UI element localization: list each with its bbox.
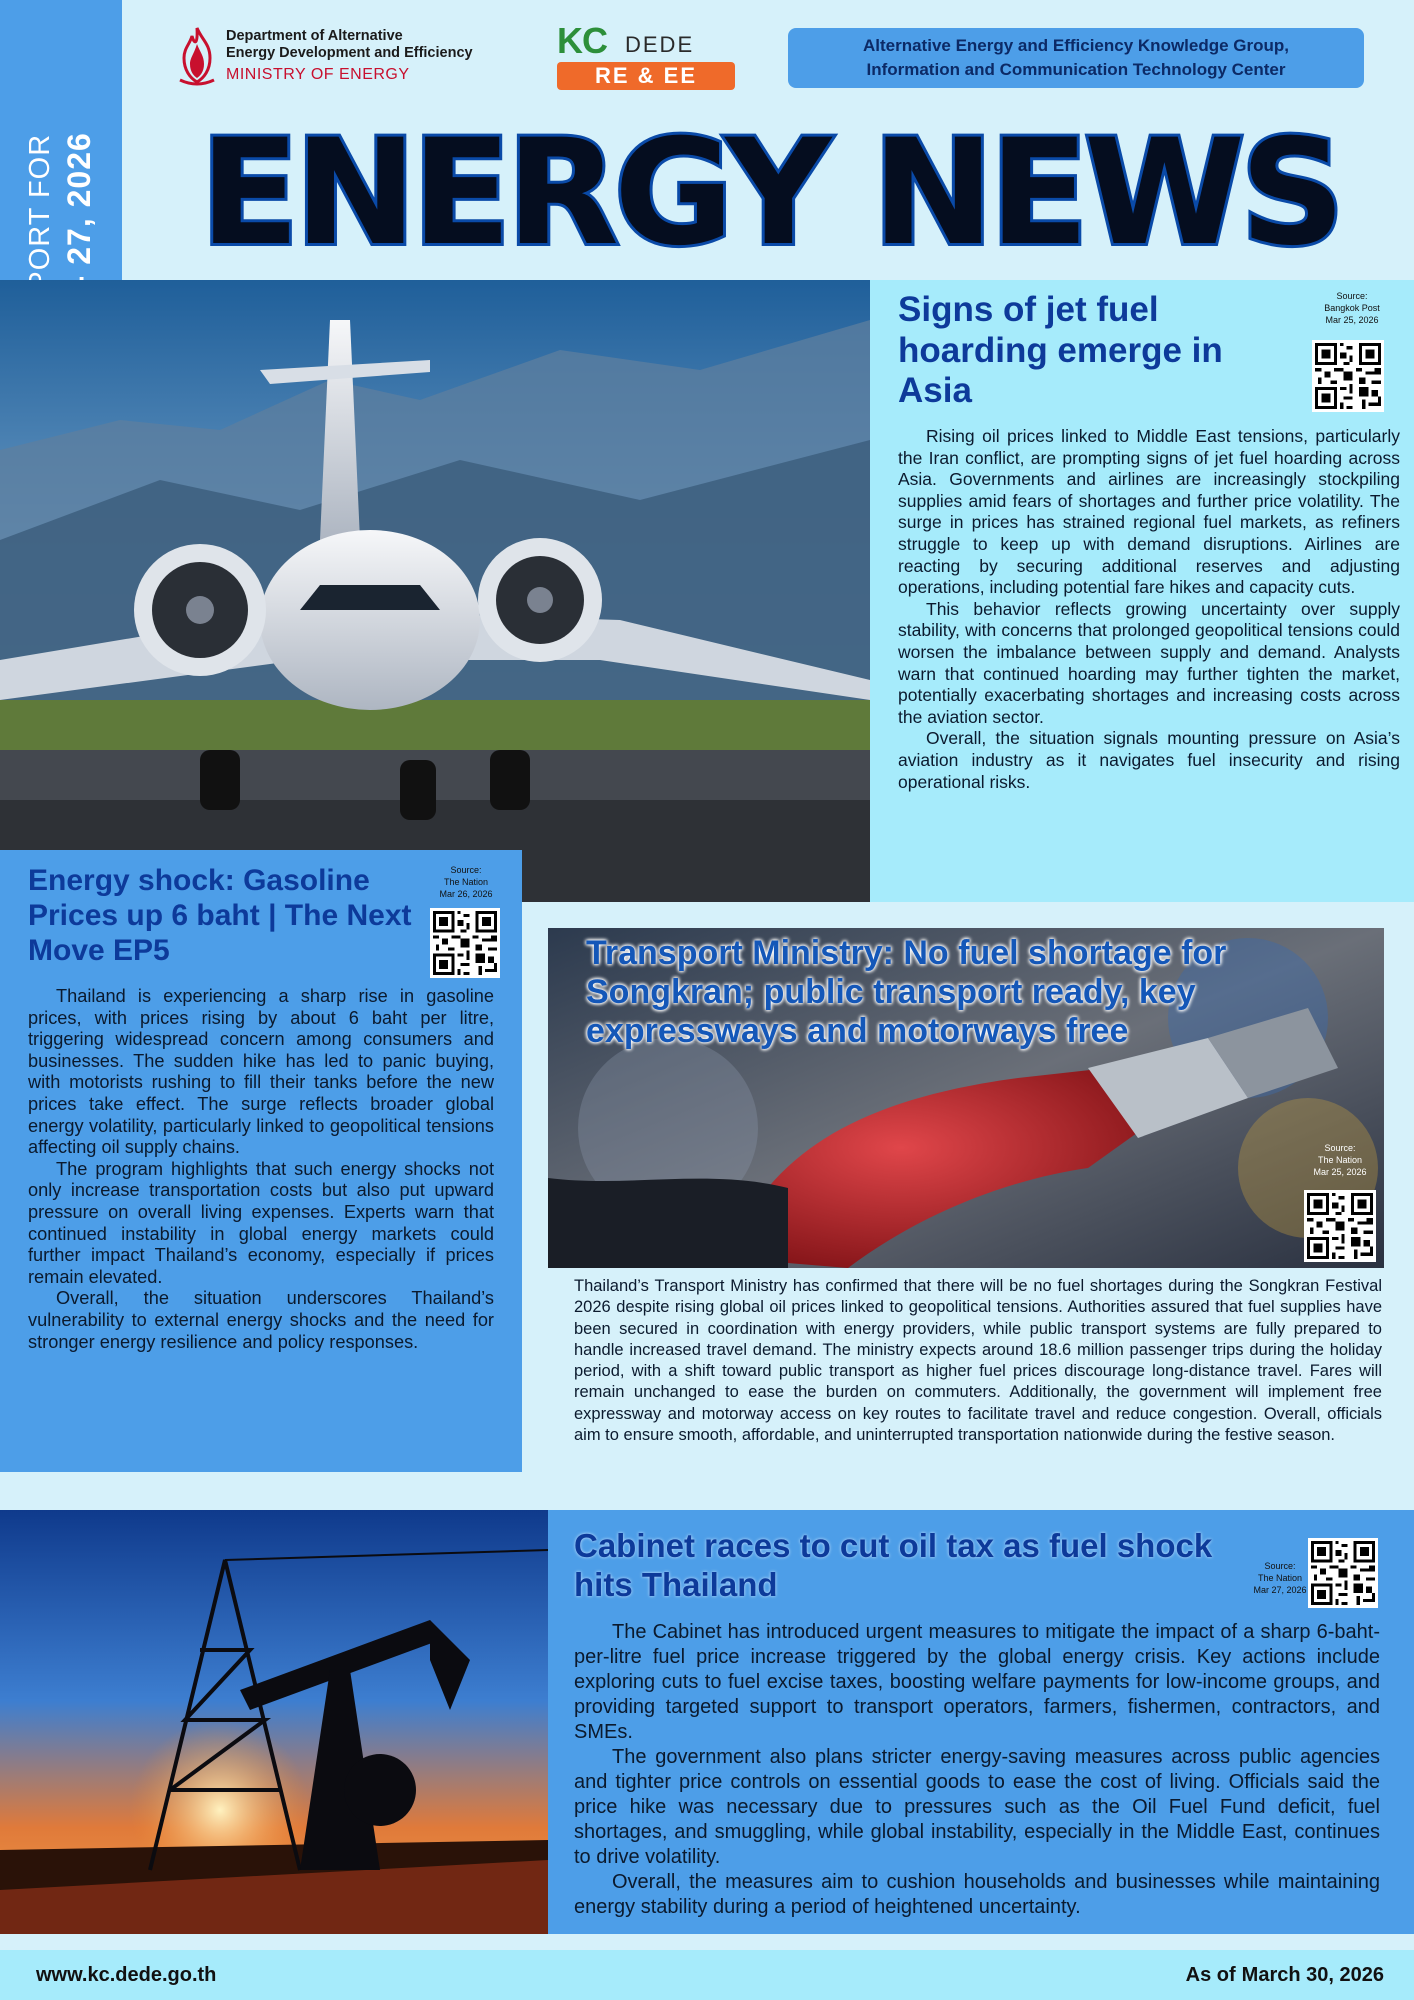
article-jet-fuel-body bbox=[898, 426, 1400, 793]
article-paragraph: Overall, the situation signals mounting pressure on Asia’s aviation industry as it navigates fuel insecurity and rising operational risks. bbox=[898, 728, 1400, 792]
article-cabinet-body bbox=[574, 1620, 1380, 1920]
qr-code-icon[interactable] bbox=[1308, 1538, 1378, 1608]
website-link[interactable]: www.kc.dede.go.th bbox=[36, 1964, 217, 1986]
article-paragraph: Overall, the situation underscores Thailand’s vulnerability to external energy shocks and the need for stronger energy resilience and policy responses. bbox=[28, 1288, 494, 1352]
article-paragraph: Thailand is experiencing a sharp rise in gasoline prices, with prices rising by about 6 baht per litre, triggering widespread concern among consumers and businesses. The sudden hike has led to panic buying, with motorists rushing to fill their tanks before the new prices take effect. The surge reflects broader global energy volatility, particularly linked to geopolitical tensions affecting oil supply chains. bbox=[28, 986, 494, 1158]
source-date: Mar 25, 2026 bbox=[1325, 315, 1379, 325]
re-ee-badge: RE & EE bbox=[557, 62, 735, 90]
source-date: Mar 27, 2026 bbox=[1253, 1585, 1307, 1595]
group-badge-line2: Information and Communication Technology Center bbox=[866, 60, 1286, 79]
article-paragraph: The program highlights that such energy shocks not only increase transportation costs but also put upward pressure on overall living expenses. Experts warn that continued instability in global energy markets could further impact Thailand’s economy, especially if prices remain elevated. bbox=[28, 1158, 494, 1287]
article-jet-fuel-source bbox=[1302, 290, 1402, 326]
source-date: Mar 26, 2026 bbox=[439, 889, 493, 899]
article-jet-fuel-headline: Signs of jet fuel hoarding emerge in Asia bbox=[898, 290, 1223, 411]
footer bbox=[0, 1950, 1414, 2000]
source-name: The Nation bbox=[1317, 1155, 1363, 1165]
flame-logo-icon bbox=[176, 26, 218, 86]
article-paragraph: Rising oil prices linked to Middle East tensions, particularly the Iran conflict, are prompting signs of jet fuel hoarding across Asia. Governments and airlines are increasingly stockpiling supplies amid fears of shortages and further price volatility. The surge in prices has strained regional fuel markets, as refiners struggle to keep up with demand disruptions. Airlines are reacting by securing additional reserves and adjusting operations, including potential fare hikes and capacity cuts. bbox=[898, 426, 1400, 598]
as-of-date bbox=[1180, 1964, 1384, 1987]
source-name: Bangkok Post bbox=[1324, 303, 1380, 313]
article-energy-shock-body bbox=[28, 986, 494, 1353]
dede-name-line1: Department of Alternative bbox=[226, 28, 403, 44]
oil-rig-photo bbox=[0, 1510, 548, 1934]
kc-dede-logo bbox=[555, 20, 737, 92]
source-name: The Nation bbox=[443, 877, 489, 887]
source-date: Mar 25, 2026 bbox=[1313, 1167, 1367, 1177]
kc-logo-text: KC bbox=[557, 20, 607, 61]
jet-photo bbox=[0, 280, 870, 902]
qr-code-icon[interactable] bbox=[430, 908, 500, 978]
article-paragraph: This behavior reflects growing uncertainty over supply stability, with concerns that prolonged geopolitical tensions could worsen the imbalance between supply and demand. Analysts warn that continued hoarding may further tighten the market, potentially exacerbating shortages and increasing costs across the aviation sector. bbox=[898, 598, 1400, 727]
source-name: The Nation bbox=[1257, 1573, 1303, 1583]
article-transport-body bbox=[574, 1276, 1382, 1446]
source-label: Source: bbox=[1264, 1561, 1296, 1571]
as-of-label: As of bbox=[1185, 1964, 1236, 1986]
dede-name-line2: Energy Development and Efficiency bbox=[226, 45, 473, 61]
as-of-value: March 30, 2026 bbox=[1241, 1964, 1384, 1986]
qr-code-icon[interactable] bbox=[1312, 340, 1384, 412]
source-label: Source: bbox=[1324, 1143, 1356, 1153]
article-transport-headline: Transport Ministry: No fuel shortage for Songkran; public transport ready, key expressways and motorways free bbox=[586, 934, 1227, 1050]
dede-name bbox=[226, 28, 473, 62]
ministry-name: MINISTRY OF ENERGY bbox=[226, 66, 410, 83]
masthead-title: ENERGY NEWS bbox=[199, 108, 1341, 278]
source-label: Source: bbox=[450, 865, 482, 875]
article-paragraph: Thailand’s Transport Ministry has confirmed that there will be no fuel shortages during the Songkran Festival 2026 despite rising global oil prices linked to geopolitical tensions. Authorities assured that fuel supplies have been secured in coordination with energy providers, while public transport systems are fully prepared to handle increased travel demand. The ministry expects around 18.6 million passenger trips during the holiday period, with a shift toward public transport as higher fuel prices discourage long-distance travel. Fares will remain unchanged to ease the burden on commuters. Additionally, the government will implement free expressway and motorway access on key routes to facilitate travel and reduce congestion. Overall, officials aim to ensure smooth, affordable, and uninterrupted transportation nationwide during the festive season. bbox=[574, 1277, 1382, 1445]
article-paragraph: Overall, the measures aim to cushion households and businesses while maintaining energy stability during a period of heightened uncertainty. bbox=[574, 1871, 1380, 1918]
article-energy-shock-headline: Energy shock: Gasoline Prices up 6 baht | The Next Move EP5 bbox=[28, 864, 412, 967]
article-jet-fuel bbox=[870, 280, 1414, 902]
article-paragraph: The Cabinet has introduced urgent measures to mitigate the impact of a sharp 6-baht-per-litre fuel price increase triggered by the global energy crisis. Key actions include exploring cuts to fuel excise taxes, boosting welfare payments for low-income groups, and providing targeted support to transport operators, farmers, fishermen, contractors, and SMEs. bbox=[574, 1621, 1380, 1743]
article-energy-shock bbox=[0, 850, 522, 1472]
article-energy-shock-source bbox=[426, 864, 506, 900]
article-paragraph: The government also plans stricter energy-saving measures across public agencies and tighter price controls on essential goods to ease the cost of living. Officials said the price hike was necessary due to pressures such as the Oil Fuel Fund deficit, fuel shortages, and smuggling, while global instability, especially in the Middle East, continues to drive volatility. bbox=[574, 1746, 1380, 1868]
article-cabinet bbox=[548, 1510, 1414, 1934]
dede-logo bbox=[176, 24, 526, 90]
article-transport-source bbox=[1300, 1142, 1380, 1178]
kc-logo-dede-text: DEDE bbox=[625, 32, 695, 57]
source-label: Source: bbox=[1336, 291, 1368, 301]
qr-code-icon[interactable] bbox=[1304, 1190, 1376, 1262]
group-badge-line1: Alternative Energy and Efficiency Knowledge Group, bbox=[862, 36, 1290, 55]
group-badge bbox=[788, 28, 1364, 88]
article-cabinet-headline: Cabinet races to cut oil tax as fuel shock hits Thailand bbox=[574, 1527, 1213, 1603]
